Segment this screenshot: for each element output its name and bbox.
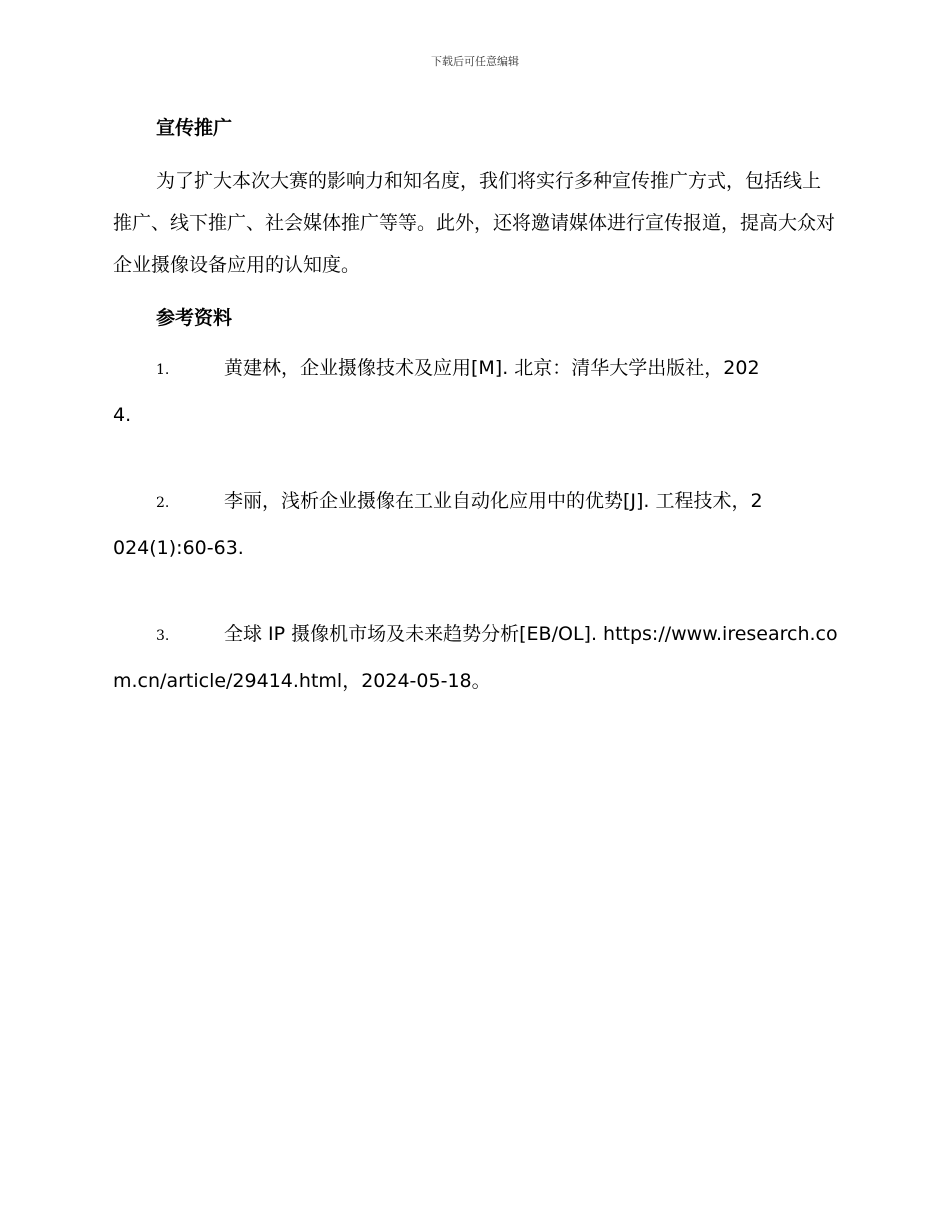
reference-list — [113, 346, 838, 704]
section-title-promotion: 宣传推广 — [156, 117, 233, 139]
reference-item — [113, 612, 838, 704]
reference-text: 李丽，浅析企业摄像在工业自动化应用中的优势[J]. 工程技术，2024(1):60-63. — [113, 490, 763, 559]
reference-number: 1. — [156, 362, 170, 378]
reference-text: 全球 IP 摄像机市场及未来趋势分析[EB/OL]. https://www.iresearch.com.cn/article/29414.html，2024-05-18。 — [113, 623, 838, 692]
reference-number: 2. — [156, 495, 170, 511]
page-header: 下载后可任意编辑 — [431, 55, 519, 68]
reference-number: 3. — [156, 628, 170, 644]
reference-text: 黄建林，企业摄像技术及应用[M]. 北京：清华大学出版社，2024. — [113, 357, 760, 426]
promotion-paragraph: 为了扩大本次大赛的影响力和知名度，我们将实行多种宣传推广方式，包括线上推广、线下推广、社会媒体推广等等。此外，还将邀请媒体进行宣传报道，提高大众对企业摄像设备应用的认知度。 — [113, 170, 836, 276]
document-body — [113, 108, 838, 745]
section-title-references: 参考资料 — [156, 307, 233, 329]
reference-item — [113, 346, 773, 438]
reference-item — [113, 479, 773, 571]
